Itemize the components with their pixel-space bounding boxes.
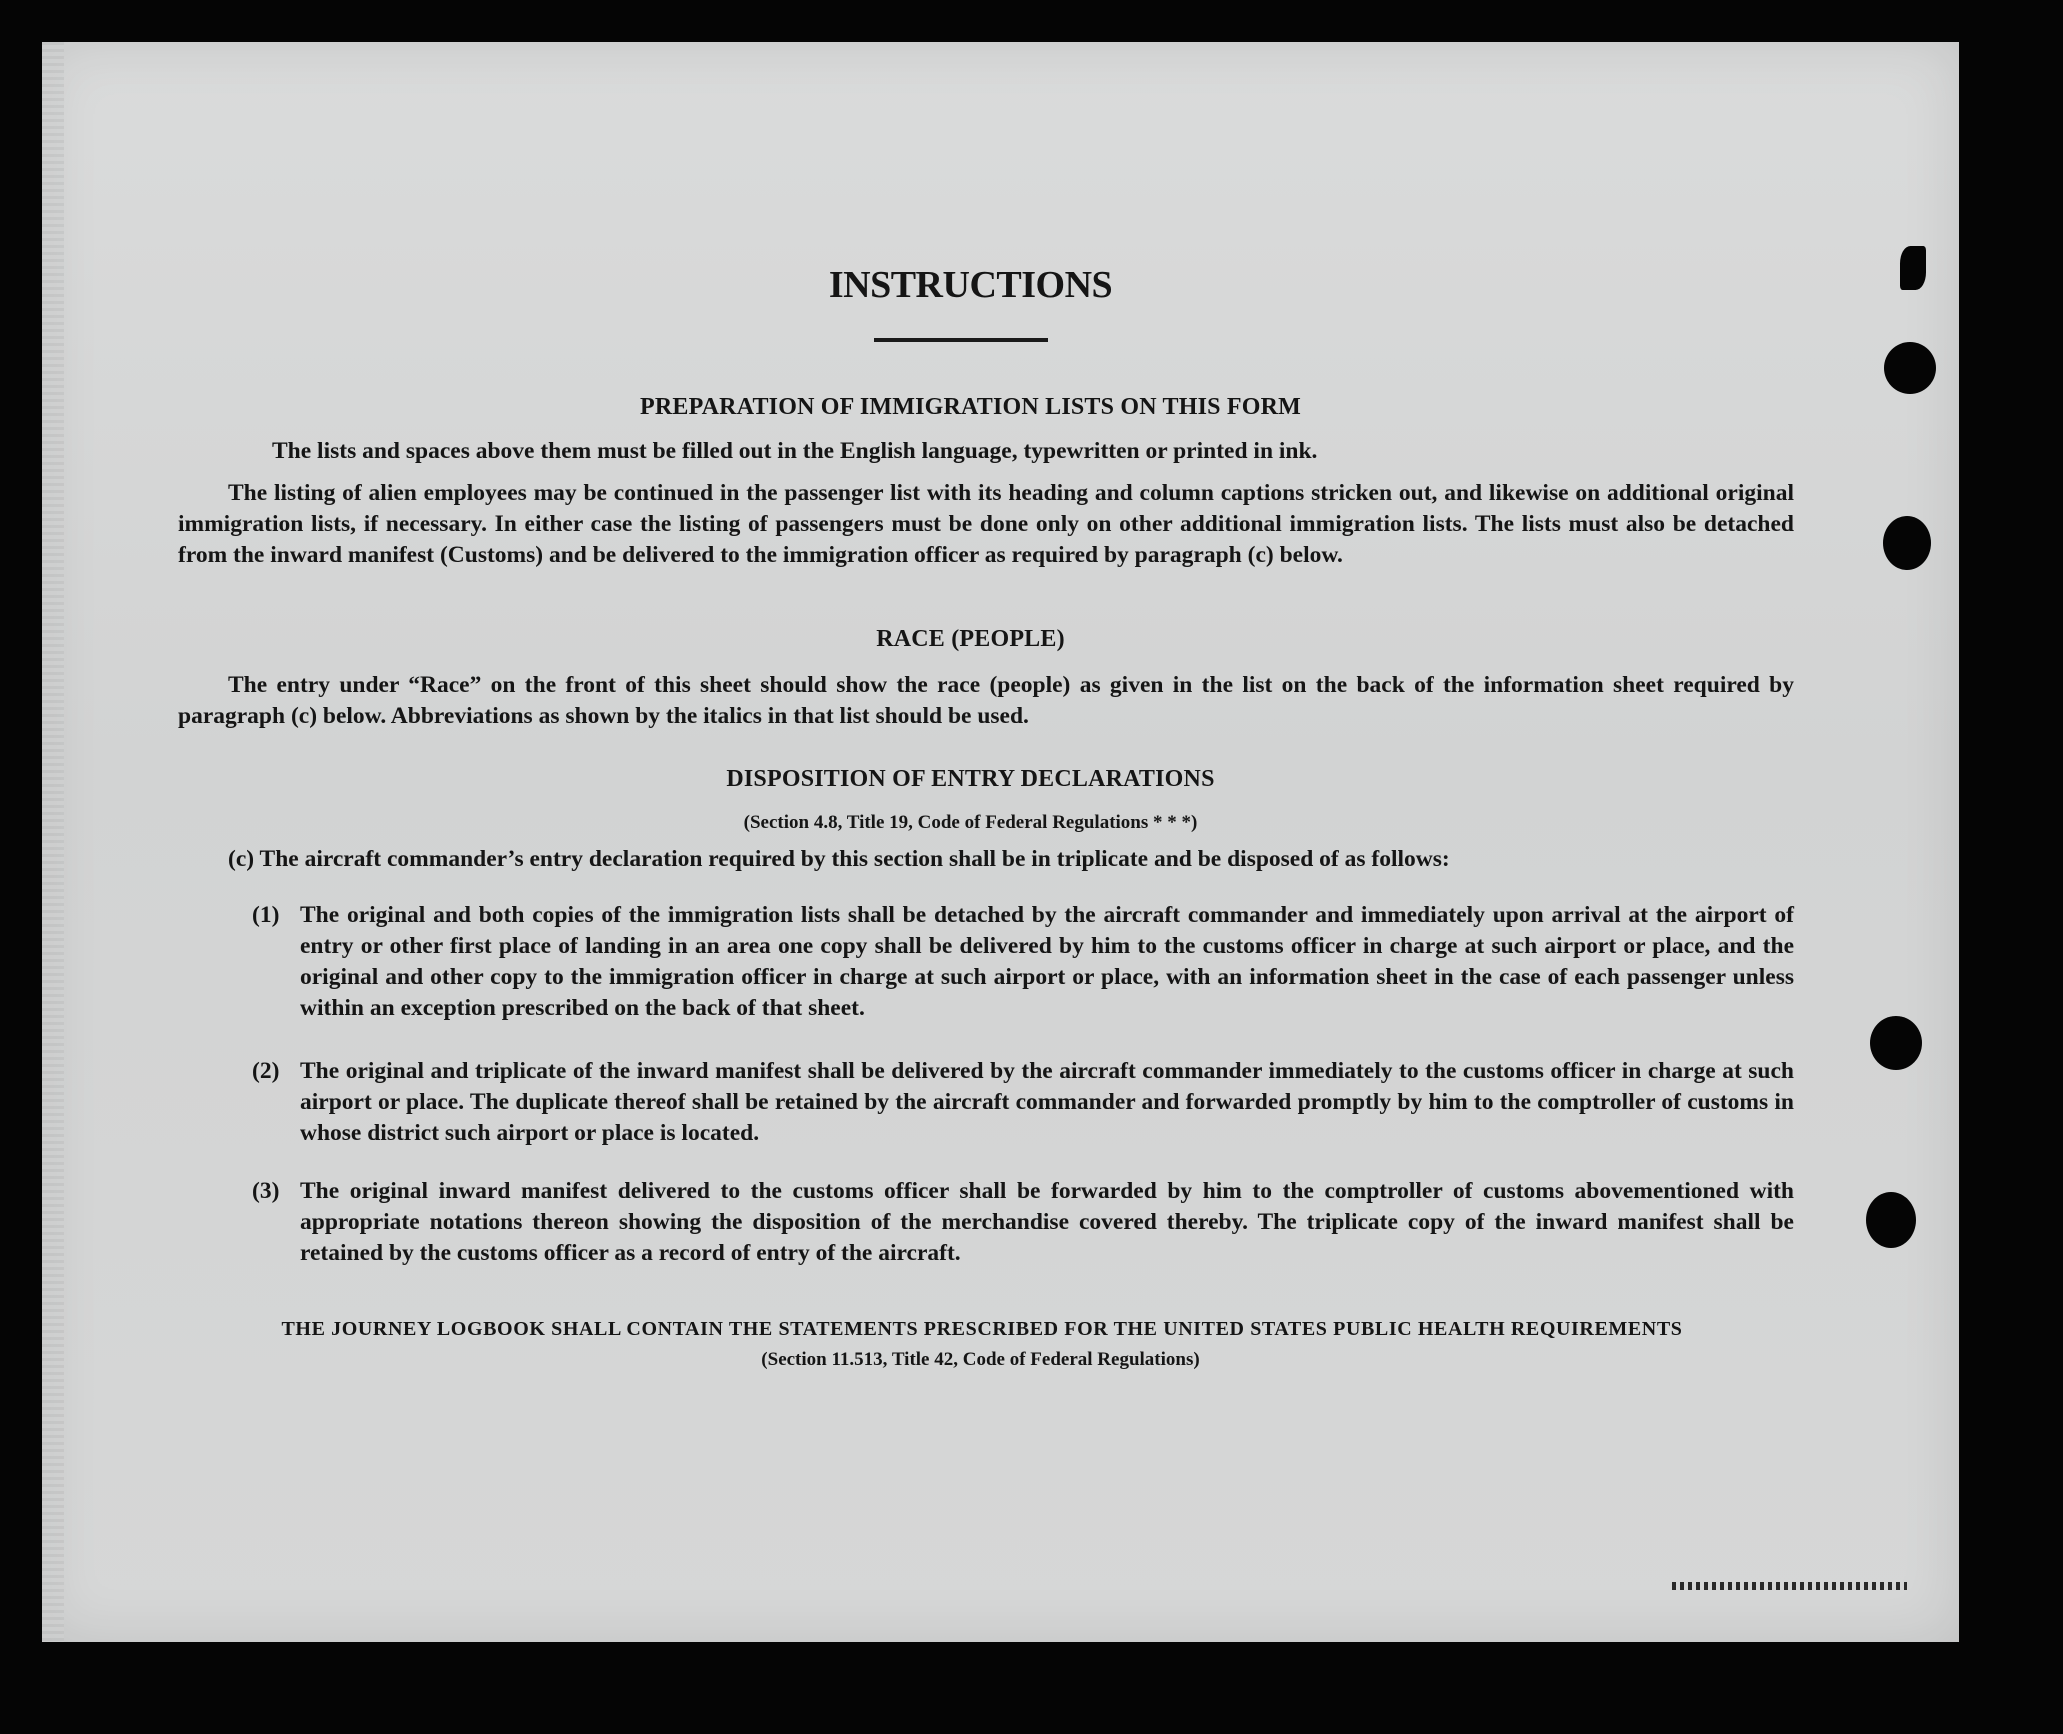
punch-hole bbox=[1870, 1016, 1922, 1070]
punch-hole bbox=[1883, 516, 1931, 570]
punch-hole bbox=[1866, 1192, 1916, 1248]
item-number: (2) bbox=[252, 1058, 280, 1084]
disposition-item-2 bbox=[252, 1056, 1794, 1149]
preparation-paragraph-2: The listing of alien employees may be continued in the passenger list with its heading and column captions stricken out, and likewise on additional original immigration lists, if necessary. In either case the listing of passengers must be done only on other additional immigration lists. The lists must also be detached from the inward manifest (Customs) and be delivered to the immigration officer as required by paragraph (c) below. bbox=[178, 480, 1794, 568]
race-heading: RACE (PEOPLE) bbox=[876, 626, 1065, 652]
disposition-heading: DISPOSITION OF ENTRY DECLARATIONS bbox=[726, 766, 1215, 792]
footer-citation: (Section 11.513, Title 42, Code of Federal Regulations) bbox=[761, 1349, 1200, 1370]
title-underline bbox=[874, 338, 1048, 342]
instructions-content bbox=[42, 42, 1959, 1642]
item-text: The original and both copies of the immigration lists shall be detached by the aircraft commander and immediately upon arrival at the airport of entry or other first place of landing in an area one copy shall be delivered by him to the customs officer in charge at such airport or place, and the original and other copy to the immigration officer in charge at such airport or place, with an information sheet in the case of each passenger unless within an exception prescribed on the back of that sheet. bbox=[300, 902, 1794, 1021]
item-number: (3) bbox=[252, 1178, 280, 1204]
page-title: INSTRUCTIONS bbox=[828, 264, 1113, 306]
disposition-intro: (c) The aircraft commander’s entry declaration required by this section shall be in triplicate and be disposed of as follows: bbox=[228, 846, 1450, 872]
disposition-citation: (Section 4.8, Title 19, Code of Federal Regulations * * *) bbox=[743, 812, 1198, 833]
race-paragraph: The entry under “Race” on the front of this sheet should show the race (people) as given in the list on the back of the information sheet required by paragraph (c) below. Abbreviations as shown by the italics in that list should be used. bbox=[178, 672, 1794, 729]
disposition-item-1 bbox=[252, 900, 1794, 1024]
perforation-edge bbox=[1672, 1582, 1907, 1590]
punch-hole bbox=[1884, 342, 1936, 394]
preparation-paragraph-1: The lists and spaces above them must be filled out in the English language, typewritten or printed in ink. bbox=[272, 438, 1318, 464]
item-text: The original inward manifest delivered to the customs officer shall be forwarded by him to the comptroller of customs abovementioned with appropriate notations thereon showing the disposition of the merchandise covered thereby. The triplicate copy of the inward manifest shall be retained by the customs officer as a record of entry of the aircraft. bbox=[300, 1178, 1794, 1266]
document-page bbox=[42, 42, 1959, 1642]
punch-hole bbox=[1900, 246, 1926, 290]
footer-statement: THE JOURNEY LOGBOOK SHALL CONTAIN THE STATEMENTS PRESCRIBED FOR THE UNITED STATES PUBLIC HEALTH REQUIREMENTS bbox=[281, 1318, 1683, 1340]
preparation-heading: PREPARATION OF IMMIGRATION LISTS ON THIS FORM bbox=[639, 394, 1302, 420]
disposition-item-3 bbox=[252, 1176, 1794, 1269]
item-number: (1) bbox=[252, 902, 280, 928]
item-text: The original and triplicate of the inward manifest shall be delivered by the aircraft commander immediately to the customs officer in charge at such airport or place. The duplicate thereof shall be retained by the aircraft commander and forwarded promptly by him to the comptroller of customs in whose district such airport or place is located. bbox=[300, 1058, 1794, 1146]
